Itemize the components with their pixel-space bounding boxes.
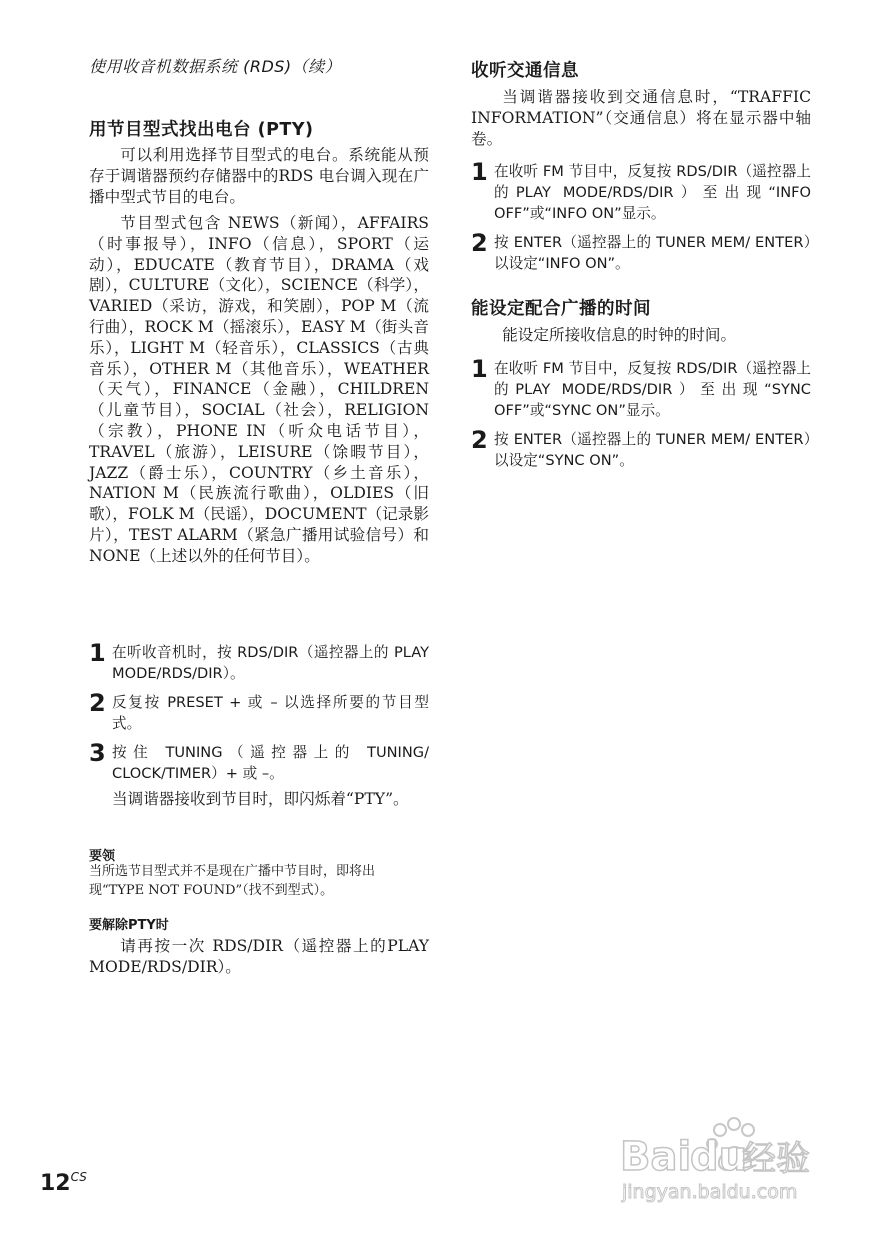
traffic-step-1 <box>471 158 811 224</box>
traffic-step-2 <box>471 229 811 274</box>
sync-step-1 <box>471 355 811 421</box>
step-number: 1 <box>471 158 488 186</box>
step-text: 在收听 FM 节目中，反复按 RDS/DIR（遥控器上的PLAY MODE/RDS/DIR）至出现“SYNC OFF”或“SYNC ON”显示。 <box>494 360 811 419</box>
pty-step-3 <box>89 739 429 784</box>
pty-intro-paragraph: 可以利用选择节目型式的电台。系统能从预存于调谐器预约存储器中的RDS 电台调入现在广播中型式节目的电台。 <box>89 146 429 206</box>
tip-heading: 要领 <box>89 849 116 864</box>
page-number-value: 12 <box>40 1171 71 1196</box>
step-text: 反复按 PRESET + 或 – 以选择所要的节目型式。 <box>112 694 429 732</box>
pty-types-paragraph: 节目型式包含 NEWS（新闻），AFFAIRS（时事报导），INFO（信息），SPORT（运动），EDUCATE（教育节目），DRAMA（戏剧），CULTURE（文化），SCIENCE（科学），VARIED（采访，游戏，和笑剧），POP M（流行曲），ROCK M（摇滚乐），EASY M（街头音乐），LIGHT M（轻音乐），CLASSICS（古典音乐），OTHER M（其他音乐），WEATHER（天气），FINANCE（金融），CHILDREN（儿童节目），SOCIAL（社会），RELIGION（宗教），PHONE IN（听众电话节目），TRAVEL（旅游），LEISURE（馀暇节目），JAZZ（爵士乐），COUNTRY（乡土音乐），NATION M（民族流行歌曲），OLDIES（旧歌），FOLK M（民谣），DOCUMENT（记录影片），TEST ALARM（紧急广播用试验信号）和NONE（上述以外的任何节目）。 <box>89 214 429 565</box>
step-text: 在收听 FM 节目中，反复按 RDS/DIR（遥控器上的PLAY MODE/RDS/DIR）至出现“INFO OFF”或“INFO ON”显示。 <box>494 163 811 222</box>
step-number: 2 <box>89 689 106 717</box>
watermark-cn: 经验 <box>742 1139 810 1179</box>
baidu-jingyan-watermark <box>612 1108 842 1208</box>
page-number <box>40 1170 87 1196</box>
tip-text: 当所选节目型式并不是现在广播中节目时，即将出现“TYPE NOT FOUND”（找不到型式）。 <box>89 864 376 898</box>
pty-step-3-note: 当调谐器接收到节目时，即闪烁着“PTY”。 <box>112 790 409 808</box>
step-number: 1 <box>471 355 488 383</box>
step-number: 2 <box>471 426 488 454</box>
step-text: 在听收音机时，按 RDS/DIR（遥控器上的 PLAY MODE/RDS/DIR）。 <box>112 644 429 682</box>
cancel-pty-text: 请再按一次 RDS/DIR（遥控器上的PLAY MODE/RDS/DIR）。 <box>89 937 429 976</box>
sync-step-2 <box>471 426 811 471</box>
running-head: 使用收音机数据系统 (RDS)（续） <box>89 57 342 76</box>
step-text: 按住 TUNING（遥控器上的 TUNING/ CLOCK/TIMER）+ 或 –。 <box>112 744 429 782</box>
clock-sync-title: 能设定配合广播的时间 <box>471 299 651 319</box>
traffic-info-text: 当调谐器接收到交通信息时，“TRAFFIC INFORMATION”（交通信息）将在显示器中轴卷。 <box>471 88 811 148</box>
traffic-info-title: 收听交通信息 <box>471 61 579 81</box>
pty-section-title: 用节目型式找出电台 (PTY) <box>89 120 314 140</box>
step-text: 按 ENTER（遥控器上的 TUNER MEM/ ENTER）以设定“SYNC ON”。 <box>494 431 811 469</box>
watermark-brand: Bai <box>620 1134 692 1180</box>
step-number: 3 <box>89 739 106 767</box>
page-number-suffix: CS <box>70 1170 87 1184</box>
step-number: 1 <box>89 639 106 667</box>
clock-sync-text: 能设定所接收信息的时钟的时间。 <box>502 326 737 344</box>
step-text: 按 ENTER（遥控器上的 TUNER MEM/ ENTER）以设定“INFO ON”。 <box>494 234 811 272</box>
pty-step-1 <box>89 639 429 684</box>
watermark-url: jingyan.baidu.com <box>622 1181 798 1203</box>
cancel-pty-heading: 要解除PTY时 <box>89 918 169 933</box>
pty-step-2 <box>89 689 429 734</box>
step-number: 2 <box>471 229 488 257</box>
watermark-brand-2: du <box>690 1134 748 1180</box>
